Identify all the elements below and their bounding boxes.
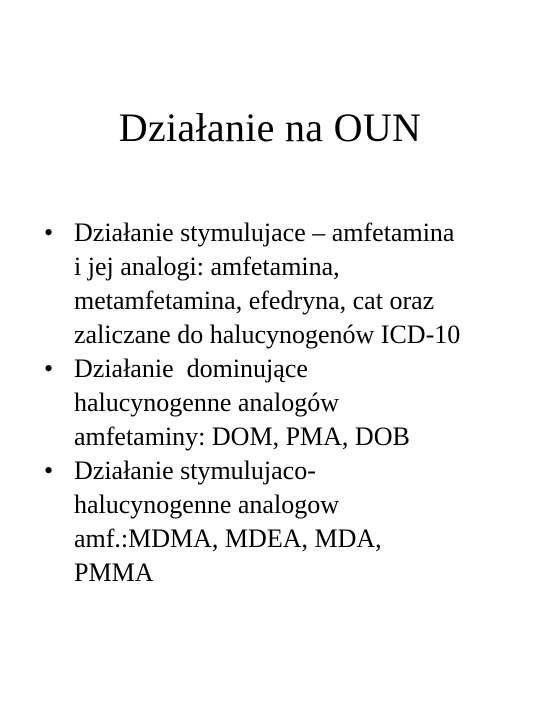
- bullet-dot-icon: •: [44, 354, 54, 383]
- bullet-line: i jej analogi: amfetamina,: [74, 252, 340, 281]
- bullet-line: Działanie stymulujace – amfetamina: [74, 218, 455, 247]
- bullet-line: amfetaminy: DOM, PMA, DOB: [74, 422, 410, 451]
- bullet-line: Działanie stymulujaco-: [74, 456, 316, 485]
- slide-title: Działanie na OUN: [118, 105, 422, 150]
- bullet-dot-icon: •: [44, 456, 54, 485]
- bullet-item-1: [44, 216, 514, 352]
- bullet-line: halucynogenne analogow: [74, 490, 339, 519]
- bullet-line: halucynogenne analogów: [74, 388, 339, 417]
- bullet-line: Działanie dominujące: [74, 354, 308, 383]
- bullet-item-3: [44, 454, 514, 590]
- bullet-line: PMMA: [74, 558, 154, 587]
- bullet-dot-icon: •: [44, 218, 54, 247]
- bullet-line: zaliczane do halucynogenów ICD-10: [74, 320, 461, 349]
- bullet-line: amf.:MDMA, MDEA, MDA,: [74, 524, 382, 553]
- bullet-item-2: [44, 352, 514, 454]
- bullet-line: metamfetamina, efedryna, cat oraz: [74, 286, 435, 315]
- bullet-list: [44, 216, 514, 590]
